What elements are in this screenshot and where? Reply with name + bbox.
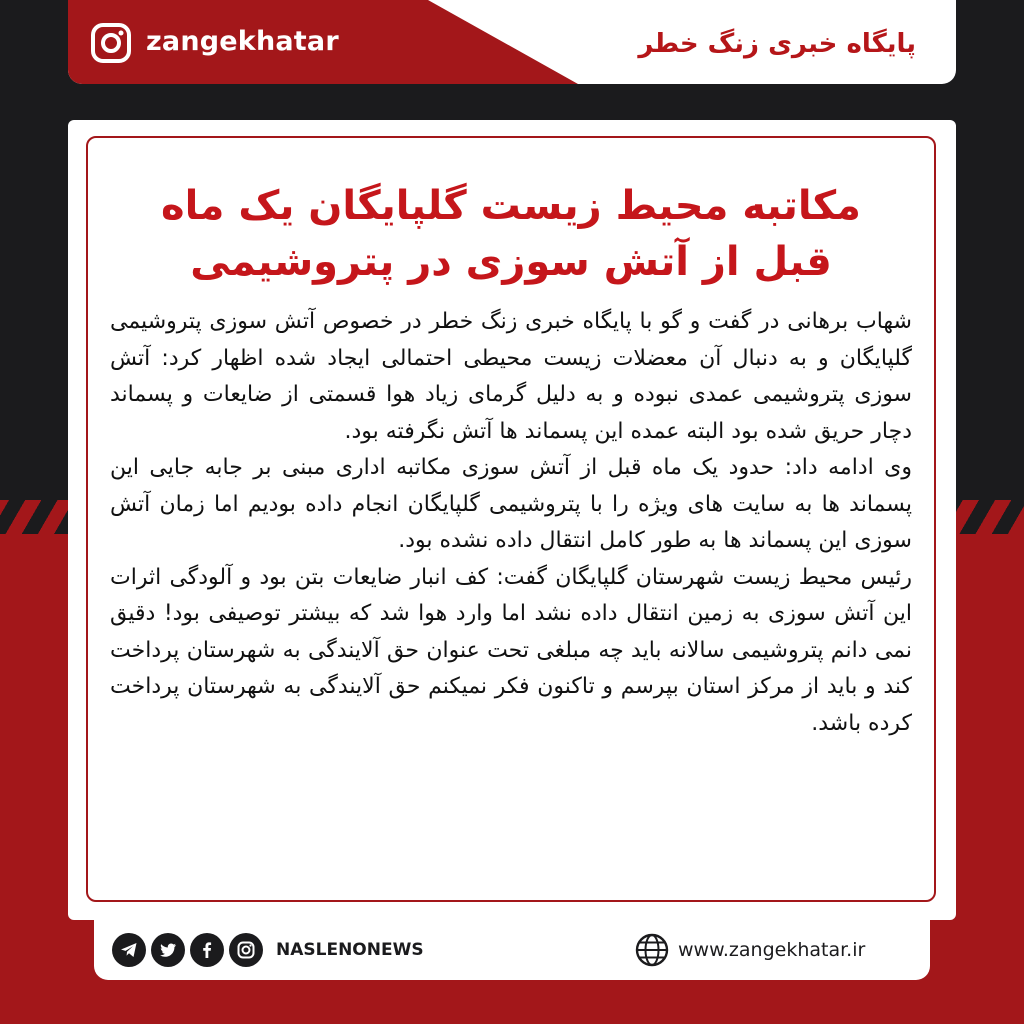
paragraph-1: شهاب برهانی در گفت و گو با پایگاه خبری زنگ خطر در خصوص آتش سوزی پتروشیمی گلپایگان و به دنبال آن معضلات زیست محیطی احتمالی ایجاد شده اظهار کرد: آتش سوزی پتروشیمی عمدی نبوده و به دلیل گرمای زیاد هوا قسمتی از ضایعات و پسماند دچار حریق شده بود البته عمده این پسماند ها آتش نگرفته بود. xyxy=(110,309,912,444)
paragraph-2: وی ادامه داد: حدود یک ماه قبل از آتش سوزی مکاتبه اداری مبنی بر جابه جایی این پسماند ها به سایت های ویژه را با پتروشیمی گلپایگان انجام داده بودیم اما زمان آتش سوزی این پسماند ها به طور کامل انتقال داده نشده بود. xyxy=(110,455,912,553)
footer-bar xyxy=(94,920,930,980)
instagram-handle[interactable]: zangekhatar xyxy=(146,26,339,57)
telegram-icon[interactable] xyxy=(112,933,146,967)
facebook-icon[interactable] xyxy=(190,933,224,967)
article-frame xyxy=(86,136,936,902)
website-url[interactable]: www.zangekhatar.ir xyxy=(678,939,866,961)
headline-line-1: مکاتبه محیط زیست گلپایگان یک ماه xyxy=(161,183,861,229)
article-card xyxy=(68,120,956,920)
globe-icon xyxy=(634,932,670,968)
site-name: پایگاه خبری زنگ خطر xyxy=(638,29,916,59)
headline-line-2: قبل از آتش سوزی در پتروشیمی xyxy=(190,239,832,285)
twitter-icon[interactable] xyxy=(151,933,185,967)
social-icons xyxy=(112,933,263,967)
instagram-icon[interactable] xyxy=(90,22,132,64)
paragraph-3: رئیس محیط زیست شهرستان گلپایگان گفت: کف انبار ضایعات بتن بود و آلودگی اثرات این آتش سوزی به زمین انتقال داده نشد اما وارد هوا شد که بیشتر توصیفی بود! دقیق نمی دانم پتروشیمی سالانه باید چه مبلغی تحت عنوان حق آلایندگی به شهرستان پرداخت کند و باید از مرکز استان بپرسم و تاکنون فکر نمیکنم حق آلایندگی به شهرستان پرداخت کرده باشد. xyxy=(110,564,912,736)
brand-name: NASLENONEWS xyxy=(276,940,424,960)
header-banner xyxy=(68,0,956,84)
instagram-icon[interactable] xyxy=(229,933,263,967)
article-body xyxy=(110,304,912,742)
article-headline xyxy=(108,178,914,290)
